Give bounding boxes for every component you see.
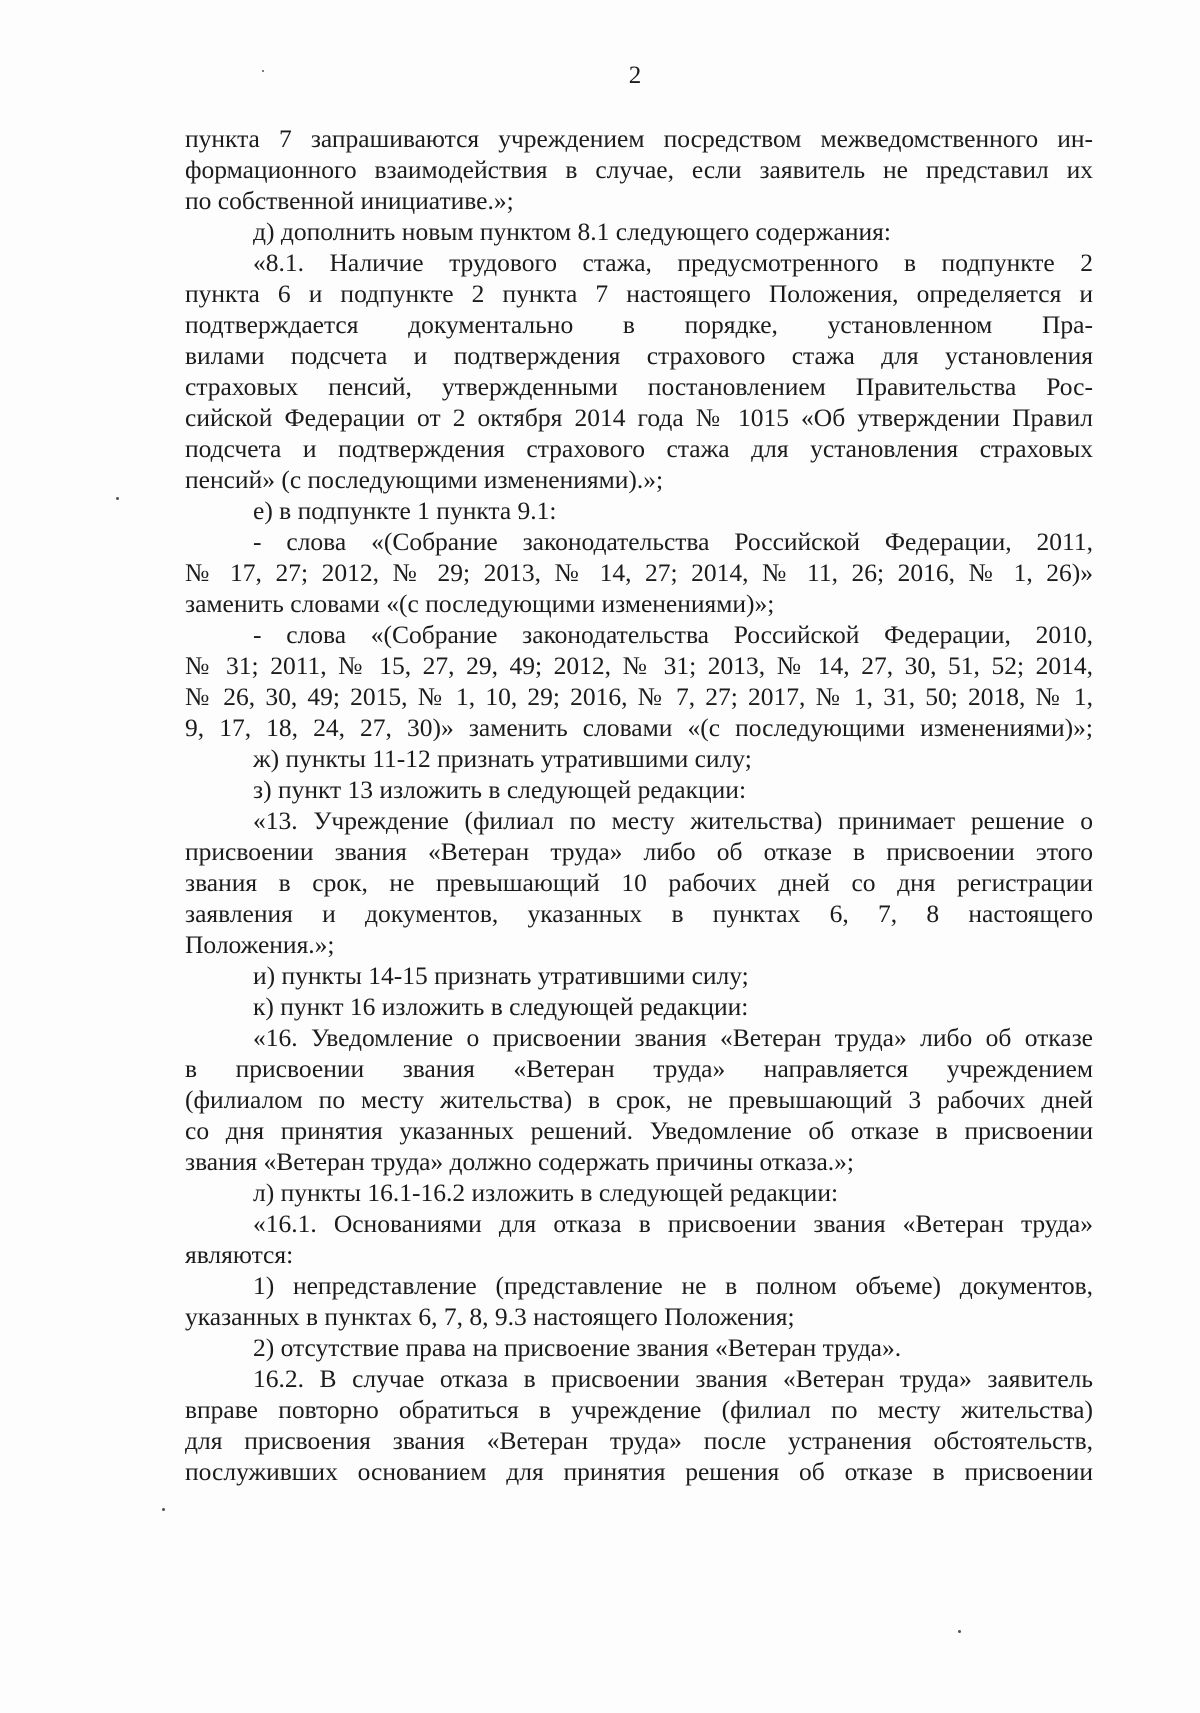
scan-speck	[262, 70, 264, 72]
text-line: страховых пенсий, утвержденными постановлением Правительства Рос-	[185, 372, 1093, 401]
text-line: № 17, 27; 2012, № 29; 2013, № 14, 27; 2014, № 11, 26; 2016, № 1, 26)»	[185, 558, 1093, 587]
text-line: - слова «(Собрание законодательства Российской Федерации, 2010,	[253, 620, 1093, 649]
text-line: № 31; 2011, № 15, 27, 29, 49; 2012, № 31; 2013, № 14, 27, 30, 51, 52; 2014,	[185, 651, 1093, 680]
text-line: 1) непредставление (представление не в полном объеме) документов,	[253, 1271, 1093, 1300]
text-line: формационного взаимодействия в случае, если заявитель не представил их	[185, 155, 1093, 184]
text-line: указанных в пунктах 6, 7, 8, 9.3 настоящего Положения;	[185, 1302, 795, 1331]
text-line: со дня принятия указанных решений. Уведомление об отказе в присвоении	[185, 1116, 1093, 1145]
text-line: являются:	[185, 1240, 294, 1269]
text-line: подтверждается документально в порядке, установленном Пра-	[185, 310, 1093, 339]
text-line: е) в подпункте 1 пункта 9.1:	[253, 496, 557, 525]
text-line: присвоении звания «Ветеран труда» либо об отказе в присвоении этого	[185, 837, 1093, 866]
scan-speck	[162, 1508, 165, 1511]
scan-speck	[116, 497, 119, 500]
text-line: ж) пункты 11-12 признать утратившими силу;	[253, 744, 752, 773]
scan-speck	[958, 1630, 961, 1633]
text-line: «13. Учреждение (филиал по месту жительства) принимает решение о	[253, 806, 1093, 835]
text-line: вилами подсчета и подтверждения страхового стажа для установления	[185, 341, 1093, 370]
text-line: 9, 17, 18, 24, 27, 30)» заменить словами «(с последующими изменениями)»;	[185, 713, 1093, 742]
text-line: пункта 6 и подпункте 2 пункта 7 настоящего Положения, определяется и	[185, 279, 1093, 308]
text-line: заявления и документов, указанных в пунктах 6, 7, 8 настоящего	[185, 899, 1093, 928]
text-line: звания в срок, не превышающий 10 рабочих дней со дня регистрации	[185, 868, 1093, 897]
text-line: з) пункт 13 изложить в следующей редакции:	[253, 775, 747, 804]
text-line: в присвоении звания «Ветеран труда» направляется учреждением	[185, 1054, 1093, 1083]
text-line: л) пункты 16.1-16.2 изложить в следующей редакции:	[253, 1178, 839, 1207]
text-line: заменить словами «(с последующими изменениями)»;	[185, 589, 775, 618]
text-line: «16.1. Основаниями для отказа в присвоении звания «Ветеран труда»	[253, 1209, 1093, 1238]
text-line: «8.1. Наличие трудового стажа, предусмотренного в подпункте 2	[253, 248, 1093, 277]
text-line: 16.2. В случае отказа в присвоении звания «Ветеран труда» заявитель	[253, 1364, 1093, 1393]
text-line: Положения.»;	[185, 930, 335, 959]
text-line: звания «Ветеран труда» должно содержать причины отказа.»;	[185, 1147, 855, 1176]
text-line: № 26, 30, 49; 2015, № 1, 10, 29; 2016, № 7, 27; 2017, № 1, 31, 50; 2018, № 1,	[185, 682, 1093, 711]
text-line: подсчета и подтверждения страхового стажа для установления страховых	[185, 434, 1093, 463]
text-line: д) дополнить новым пунктом 8.1 следующего содержания:	[253, 217, 891, 246]
text-line: послуживших основанием для принятия решения об отказе в присвоении	[185, 1457, 1093, 1486]
text-line: сийской Федерации от 2 октября 2014 года № 1015 «Об утверждении Правил	[185, 403, 1093, 432]
text-line: и) пункты 14-15 признать утратившими силу;	[253, 961, 749, 990]
page-number: 2	[628, 62, 642, 89]
text-line: к) пункт 16 изложить в следующей редакции:	[253, 992, 749, 1021]
text-line: 2) отсутствие права на присвоение звания «Ветеран труда».	[253, 1333, 902, 1362]
document-body	[185, 123, 1093, 1487]
text-line: «16. Уведомление о присвоении звания «Ветеран труда» либо об отказе	[253, 1023, 1093, 1052]
text-line: пенсий» (с последующими изменениями).»;	[185, 465, 664, 494]
text-line: - слова «(Собрание законодательства Российской Федерации, 2011,	[253, 527, 1093, 556]
text-line: вправе повторно обратиться в учреждение (филиал по месту жительства)	[185, 1395, 1093, 1424]
text-line: (филиалом по месту жительства) в срок, не превышающий 3 рабочих дней	[185, 1085, 1093, 1114]
text-line: пункта 7 запрашиваются учреждением посредством межведомственного ин-	[185, 124, 1093, 153]
text-line: для присвоения звания «Ветеран труда» после устранения обстоятельств,	[185, 1426, 1093, 1455]
text-line: по собственной инициативе.»;	[185, 186, 514, 215]
